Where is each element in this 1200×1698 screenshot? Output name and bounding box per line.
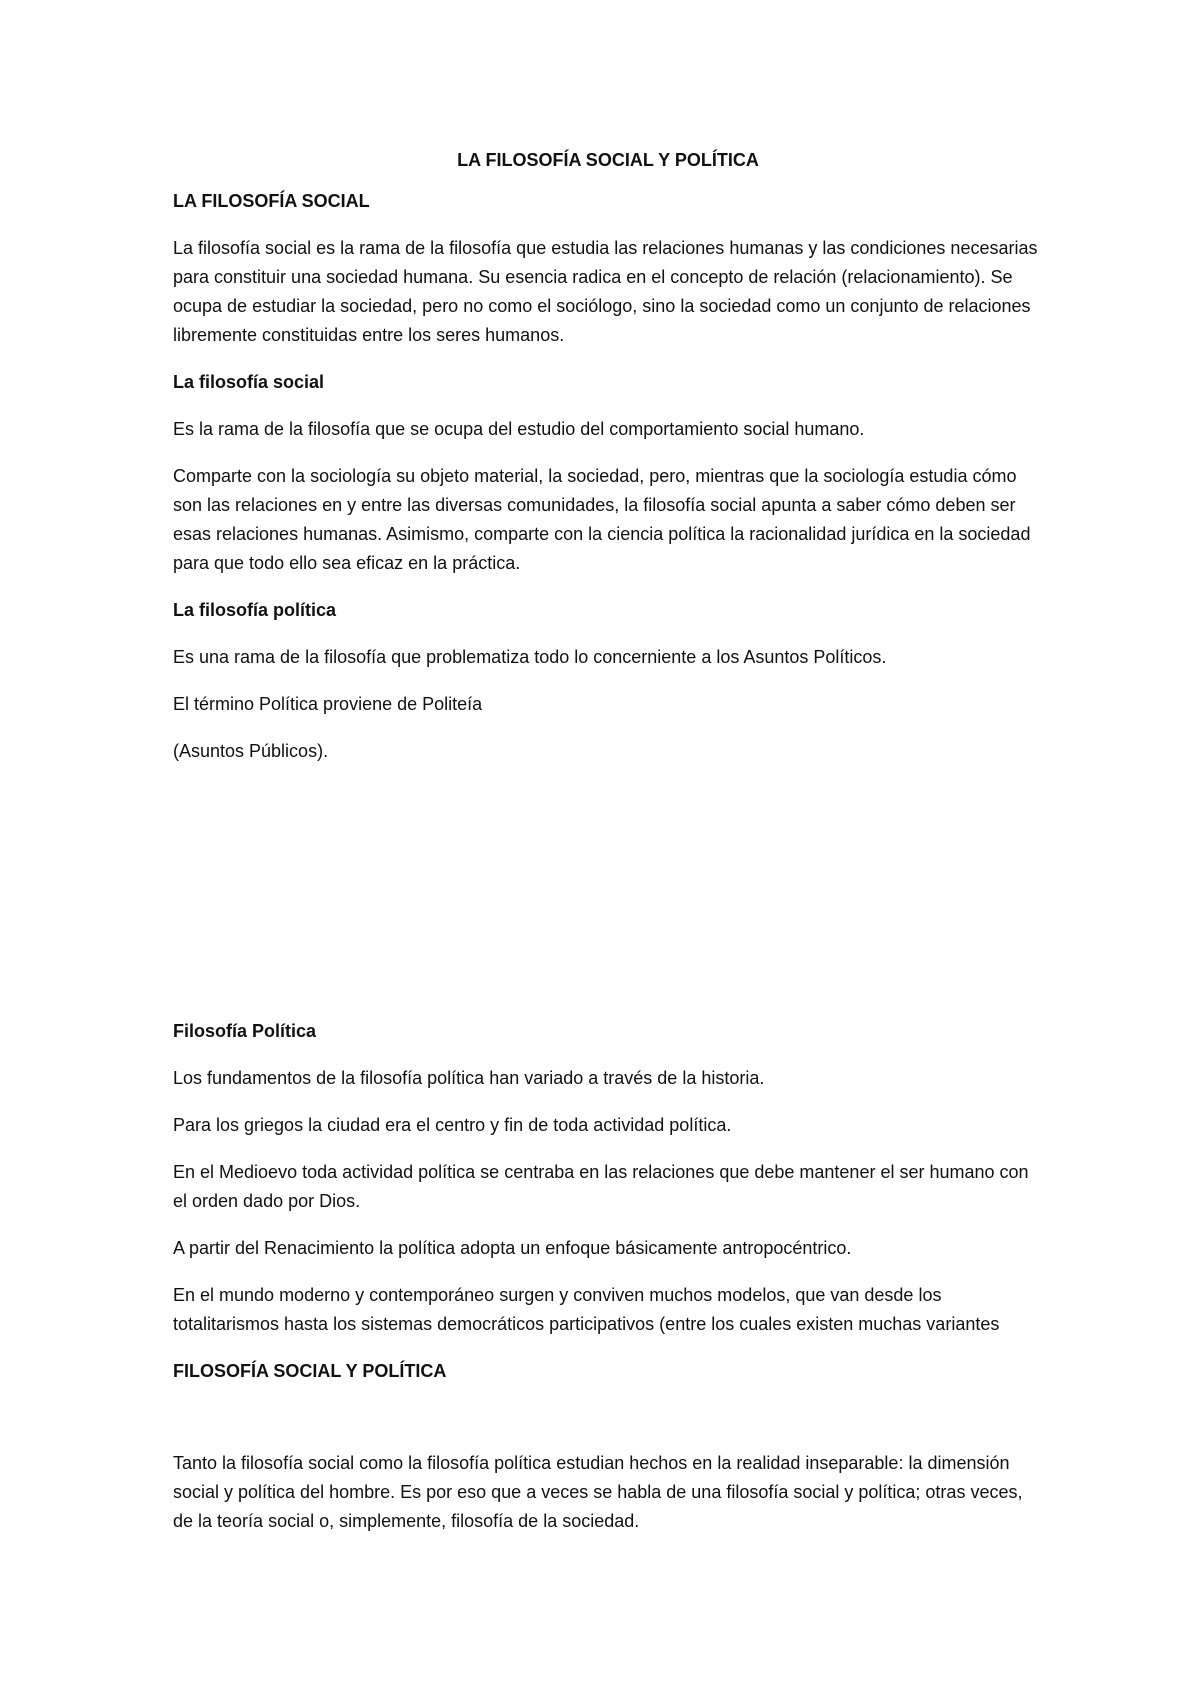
section-heading-filosofia-social-y-politica: FILOSOFÍA SOCIAL Y POLÍTICA <box>173 1361 447 1381</box>
paragraph-griegos: Para los griegos la ciudad era el centro y fin de toda actividad política. <box>173 1115 732 1135</box>
blank-space <box>173 784 1043 1017</box>
paragraph-asuntos-publicos: (Asuntos Públicos). <box>173 741 329 761</box>
paragraph-definition: La filosofía social es la rama de la filosofía que estudia las relaciones humanas y las condiciones necesarias para constituir una sociedad humana. Su esencia radica en el concepto de relación (relacionamiento). Se ocupa de estudiar la sociedad, pero no como el sociólogo, sino la sociedad como un conjunto de relaciones libremente constituidas entre los seres humanos. <box>173 238 1038 345</box>
paragraph-politeia: El término Política proviene de Politeía <box>173 694 483 714</box>
section-heading-filosofia-politica-history: Filosofía Política <box>173 1021 317 1041</box>
paragraph-mundo-moderno: En el mundo moderno y contemporáneo surgen y conviven muchos modelos, que van desde los totalitarismos hasta los sistemas democráticos participativos (entre los cuales existen muchas variantes <box>173 1285 1000 1334</box>
paragraph-politica-definition: Es una rama de la filosofía que problematiza todo lo concerniente a los Asuntos Políticos. <box>173 647 887 667</box>
paragraph-medioevo: En el Medioevo toda actividad política se centraba en las relaciones que debe mantener el ser humano con el orden dado por Dios. <box>173 1162 1029 1211</box>
paragraph-fundamentos: Los fundamentos de la filosofía política han variado a través de la historia. <box>173 1068 765 1088</box>
paragraph-renacimiento: A partir del Renacimiento la política adopta un enfoque básicamente antropocéntrico. <box>173 1238 852 1258</box>
document-body <box>173 146 1043 1554</box>
paragraph-comparison: Comparte con la sociología su objeto material, la sociedad, pero, mientras que la sociología estudia cómo son las relaciones en y entre las diversas comunidades, la filosofía social apunta a saber cómo deben ser esas relaciones humanas. Asimismo, comparte con la ciencia política la racionalidad jurídica en la sociedad para que todo ello sea eficaz en la práctica. <box>173 466 1031 573</box>
section-heading-filosofia-social: La filosofía social <box>173 372 325 392</box>
section-heading-filosofia-social-caps: LA FILOSOFÍA SOCIAL <box>173 191 370 211</box>
section-heading-filosofia-politica: La filosofía política <box>173 600 337 620</box>
document-title: LA FILOSOFÍA SOCIAL Y POLÍTICA <box>457 150 759 170</box>
paragraph-social-definition: Es la rama de la filosofía que se ocupa del estudio del comportamiento social humano. <box>173 419 865 439</box>
blank-space-2 <box>173 1404 1043 1449</box>
paragraph-conclusion: Tanto la filosofía social como la filosofía política estudian hechos en la realidad inseparable: la dimensión social y política del hombre. Es por eso que a veces se habla de una filosofía social y política; otras veces, de la teoría social o, simplemente, filosofía de la sociedad. <box>173 1453 1023 1531</box>
